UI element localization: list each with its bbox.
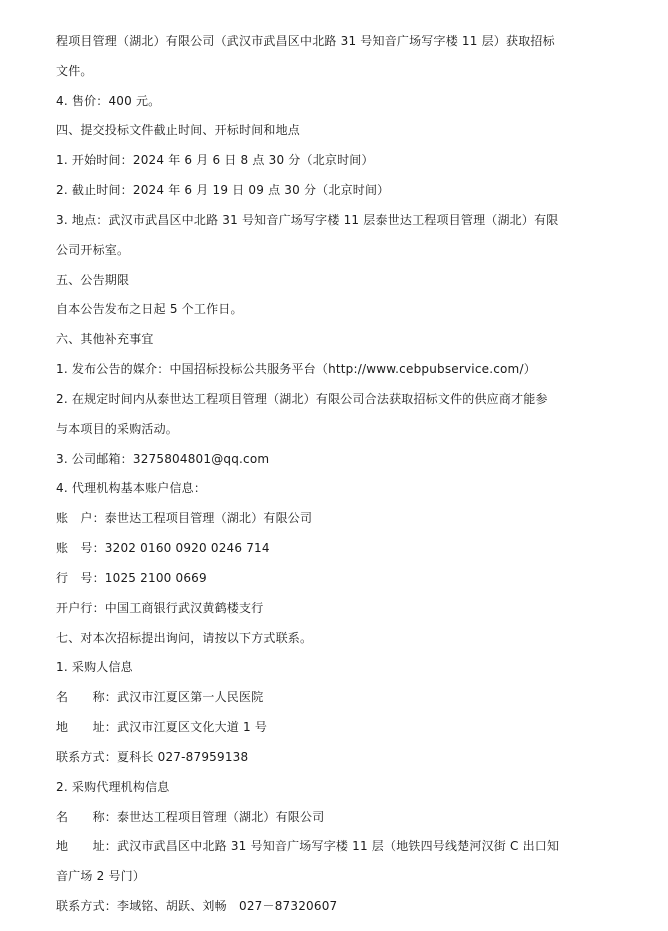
agency-address-line: 地 址：武汉市武昌区中北路 31 号知音广场写字楼 11 层（地铁四号线楚河汉街 C 出口知 bbox=[56, 839, 560, 854]
document-body bbox=[56, 34, 626, 929]
bank-name-line: 开户行：中国工商银行武汉黄鹤楼支行 bbox=[56, 600, 264, 615]
location-line-cont: 公司开标室。 bbox=[56, 242, 130, 257]
agency-name-line: 名 称：泰世达工程项目管理（湖北）有限公司 bbox=[56, 809, 325, 824]
agency-address-line-cont: 音广场 2 号门） bbox=[56, 869, 146, 884]
account-number-line: 账 号：3202 0160 0920 0246 714 bbox=[56, 541, 270, 556]
agency-contact-line: 联系方式：李域铭、胡跃、刘畅 027－87320607 bbox=[56, 899, 338, 914]
section-heading-6: 六、其他补充事宜 bbox=[56, 332, 154, 347]
section-heading-4: 四、提交投标文件截止时间、开标时间和地点 bbox=[56, 123, 301, 138]
text-line-1: 程项目管理（湖北）有限公司（武汉市武昌区中北路 31 号知音广场写字楼 11 层）获取招标 bbox=[56, 34, 555, 48]
purchaser-name-line: 名 称：武汉市江夏区第一人民医院 bbox=[56, 690, 264, 705]
supplier-rule-line-cont: 与本项目的采购活动。 bbox=[56, 421, 179, 436]
agency-info-heading: 2. 采购代理机构信息 bbox=[56, 779, 170, 794]
section-heading-5: 五、公告期限 bbox=[56, 272, 130, 287]
price-line: 4. 售价：400 元。 bbox=[56, 93, 161, 108]
supplier-rule-line: 2. 在规定时间内从泰世达工程项目管理（湖北）有限公司合法获取招标文件的供应商才能参 bbox=[56, 391, 548, 406]
account-info-heading: 4. 代理机构基本账户信息： bbox=[56, 481, 207, 496]
location-line: 3. 地点：武汉市武昌区中北路 31 号知音广场写字楼 11 层泰世达工程项目管理（湖北）有限 bbox=[56, 212, 559, 227]
text-line-2: 文件。 bbox=[56, 63, 93, 78]
deadline-line: 2. 截止时间：2024 年 6 月 19 日 09 点 30 分（北京时间） bbox=[56, 183, 390, 198]
media-line: 1. 发布公告的媒介：中国招标投标公共服务平台（http://www.cebpubservice.com/） bbox=[56, 362, 536, 377]
purchaser-contact-line: 联系方式：夏科长 027-87959138 bbox=[56, 749, 249, 764]
section-heading-7: 七、对本次招标提出询问，请按以下方式联系。 bbox=[56, 630, 313, 645]
bank-code-line: 行 号：1025 2100 0669 bbox=[56, 570, 207, 585]
announcement-period-line: 自本公告发布之日起 5 个工作日。 bbox=[56, 302, 243, 317]
start-time-line: 1. 开始时间：2024 年 6 月 6 日 8 点 30 分（北京时间） bbox=[56, 153, 374, 168]
account-name-line: 账 户：泰世达工程项目管理（湖北）有限公司 bbox=[56, 511, 313, 526]
purchaser-address-line: 地 址：武汉市江夏区文化大道 1 号 bbox=[56, 720, 268, 735]
company-email-line: 3. 公司邮箱：3275804801@qq.com bbox=[56, 451, 270, 466]
purchaser-info-heading: 1. 采购人信息 bbox=[56, 660, 133, 675]
